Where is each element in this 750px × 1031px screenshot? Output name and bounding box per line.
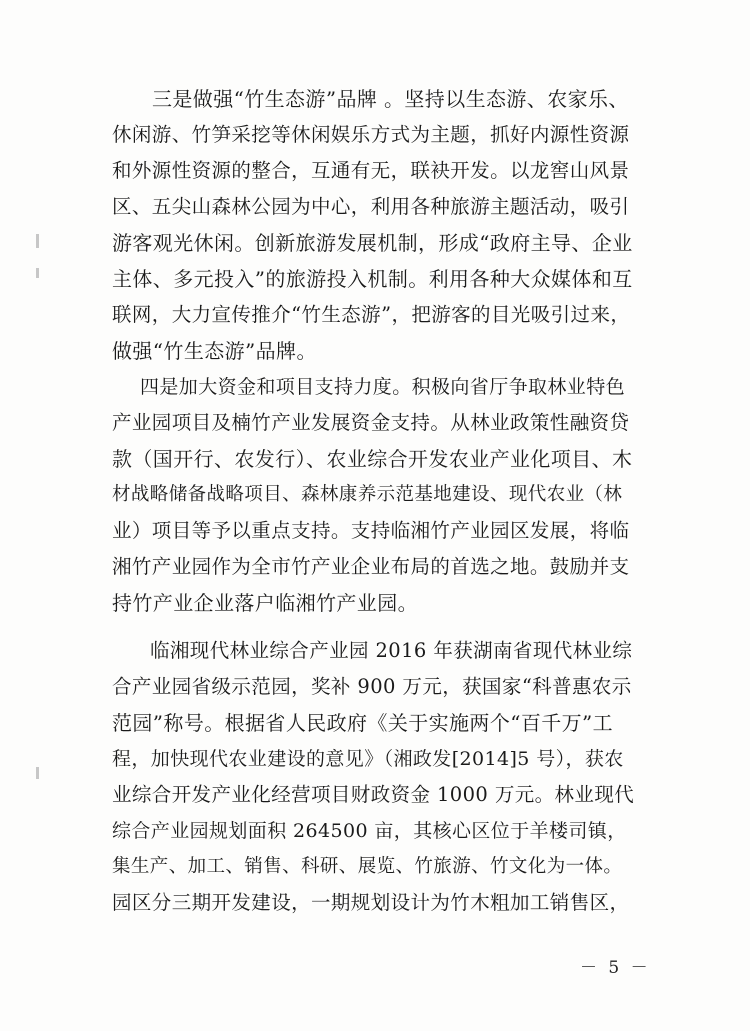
text-line: 休闲游、竹笋采挖等休闲娱乐方式为主题，抓好内源性资源	[112, 123, 630, 146]
text-line: 集生产、加工、销售、科研、展览、竹旅游、竹文化为一体。	[112, 856, 623, 877]
text-line: 临湘现代林业综合产业园 2016 年获湖南省现代林业综	[150, 639, 633, 662]
text-line: 业）项目等予以重点支持。支持临湘竹产业园区发展，将临	[112, 519, 630, 542]
text-line: 四是加大资金和项目支持力度。积极向省厅争取林业特色	[140, 376, 626, 398]
text-line: 持竹产业企业落户临湘竹产业园。	[112, 591, 418, 615]
text-line: 范园”称号。根据省人民政府《关于实施两个“百千万”工	[112, 711, 614, 735]
text-line: 合产业园省级示范园，奖补 900 万元，获国家“科普惠农示	[112, 675, 632, 698]
page-number: － 5 －	[580, 958, 651, 978]
text-line: 区、五尖山森林公园为中心，利用各种旅游主题活动，吸引	[112, 195, 630, 218]
text-line: 三是做强“竹生态游”品牌 。坚持以生态游、农家乐、	[152, 87, 629, 111]
text-line: 做强“竹生态游”品牌。	[112, 339, 317, 363]
text-line: 湘竹产业园作为全市竹产业企业布局的首选之地。鼓励并支	[112, 555, 630, 578]
text-line: 主体、多元投入”的旅游投入机制。利用各种大众媒体和互	[112, 267, 633, 291]
text-line: 和外源性资源的整合，互通有无，联袂开发。以龙窖山风景	[112, 159, 630, 182]
scan-mark	[36, 268, 39, 278]
scan-mark	[36, 234, 39, 248]
text-line: 产业园项目及楠竹产业发展资金支持。从林业政策性融资贷	[112, 411, 630, 434]
text-line: 游客观光休闲。创新旅游发展机制，形成“政府主导、企业	[112, 231, 633, 255]
text-line: 材战略储备战略项目、森林康养示范基地建设、现代农业（林	[112, 484, 623, 505]
text-line: 程，加快现代农业建设的意见》（湘政发[2014]5 号），获农	[112, 748, 624, 770]
text-line: 园区分三期开发建设，一期规划设计为竹木粗加工销售区，	[112, 891, 630, 914]
text-line: 款（国开行、农发行）、农业综合开发农业产业化项目、木	[112, 447, 633, 471]
scan-mark	[36, 767, 39, 779]
text-line: 综合产业园规划面积 264500 亩，其核心区位于羊楼司镇，	[112, 820, 627, 842]
text-line: 业综合开发产业化经营项目财政资金 1000 万元。林业现代	[112, 783, 635, 806]
text-line: 联网，大力宣传推介“竹生态游”，把游客的目光吸引过来，	[112, 303, 631, 326]
